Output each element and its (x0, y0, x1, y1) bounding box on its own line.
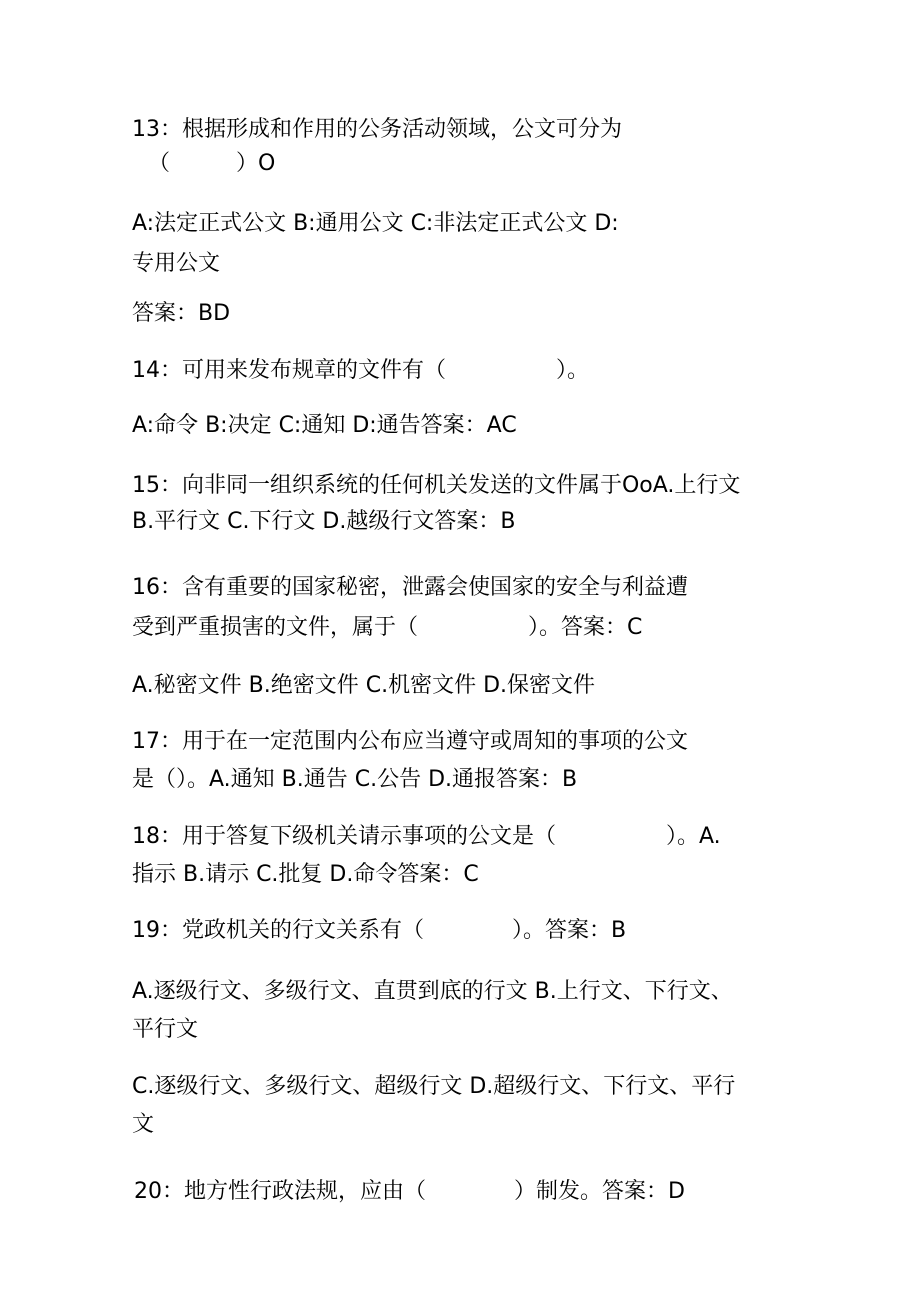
q16-line-1: 16：含有重要的国家秘密，泄露会使国家的安全与利益遭 (132, 575, 688, 600)
q18-line-2: 指示 B.请示 C.批复 D.命令答案：C (132, 862, 479, 887)
q17-line-2: 是（）。A.通知 B.通告 C.公告 D.通报答案：B (132, 767, 578, 792)
q15-line-2: B.平行文 C.下行文 D.越级行文答案：B (132, 509, 516, 534)
q14-question: 14：可用来发布规章的文件有（ ）。 (132, 358, 589, 383)
q13-line-1: 13：根据形成和作用的公务活动领域，公文可分为 (132, 117, 622, 142)
q15-line-1: 15：向非同一组织系统的任何机关发送的文件属于OoA.上行文 (132, 473, 741, 498)
q13-answer: 答案：BD (132, 301, 231, 326)
q16-line-2: 受到严重损害的文件，属于（ ）。答案：C (132, 615, 643, 640)
q13-line-2: （ ）O (148, 151, 276, 176)
q19-options-line-3: C.逐级行文、多级行文、超级行文 D.超级行文、下行文、平行 (132, 1074, 736, 1099)
q13-options-line-1: A:法定正式公文 B:通用公文 C:非法定正式公文 D: (132, 211, 619, 236)
q17-line-1: 17：用于在一定范围内公布应当遵守或周知的事项的公文 (132, 729, 688, 754)
q19-options-line-4: 文 (132, 1112, 155, 1137)
q19-options-line-2: 平行文 (132, 1017, 199, 1042)
q19-options-line-1: A.逐级行文、多级行文、直贯到底的行文 B.上行文、下行文、 (132, 979, 733, 1004)
q20-question: 20：地方性行政法规，应由（ ）制发。答案：D (134, 1179, 685, 1204)
q19-question: 19：党政机关的行文关系有（ ）。答案：B (132, 918, 627, 943)
q16-options: A.秘密文件 B.绝密文件 C.机密文件 D.保密文件 (132, 673, 596, 698)
q18-line-1: 18：用于答复下级机关请示事项的公文是（ ）。A. (132, 824, 721, 849)
q13-options-line-2: 专用公文 (132, 251, 221, 276)
q14-options-answer: A:命令 B:决定 C:通知 D:通告答案：AC (132, 413, 517, 438)
